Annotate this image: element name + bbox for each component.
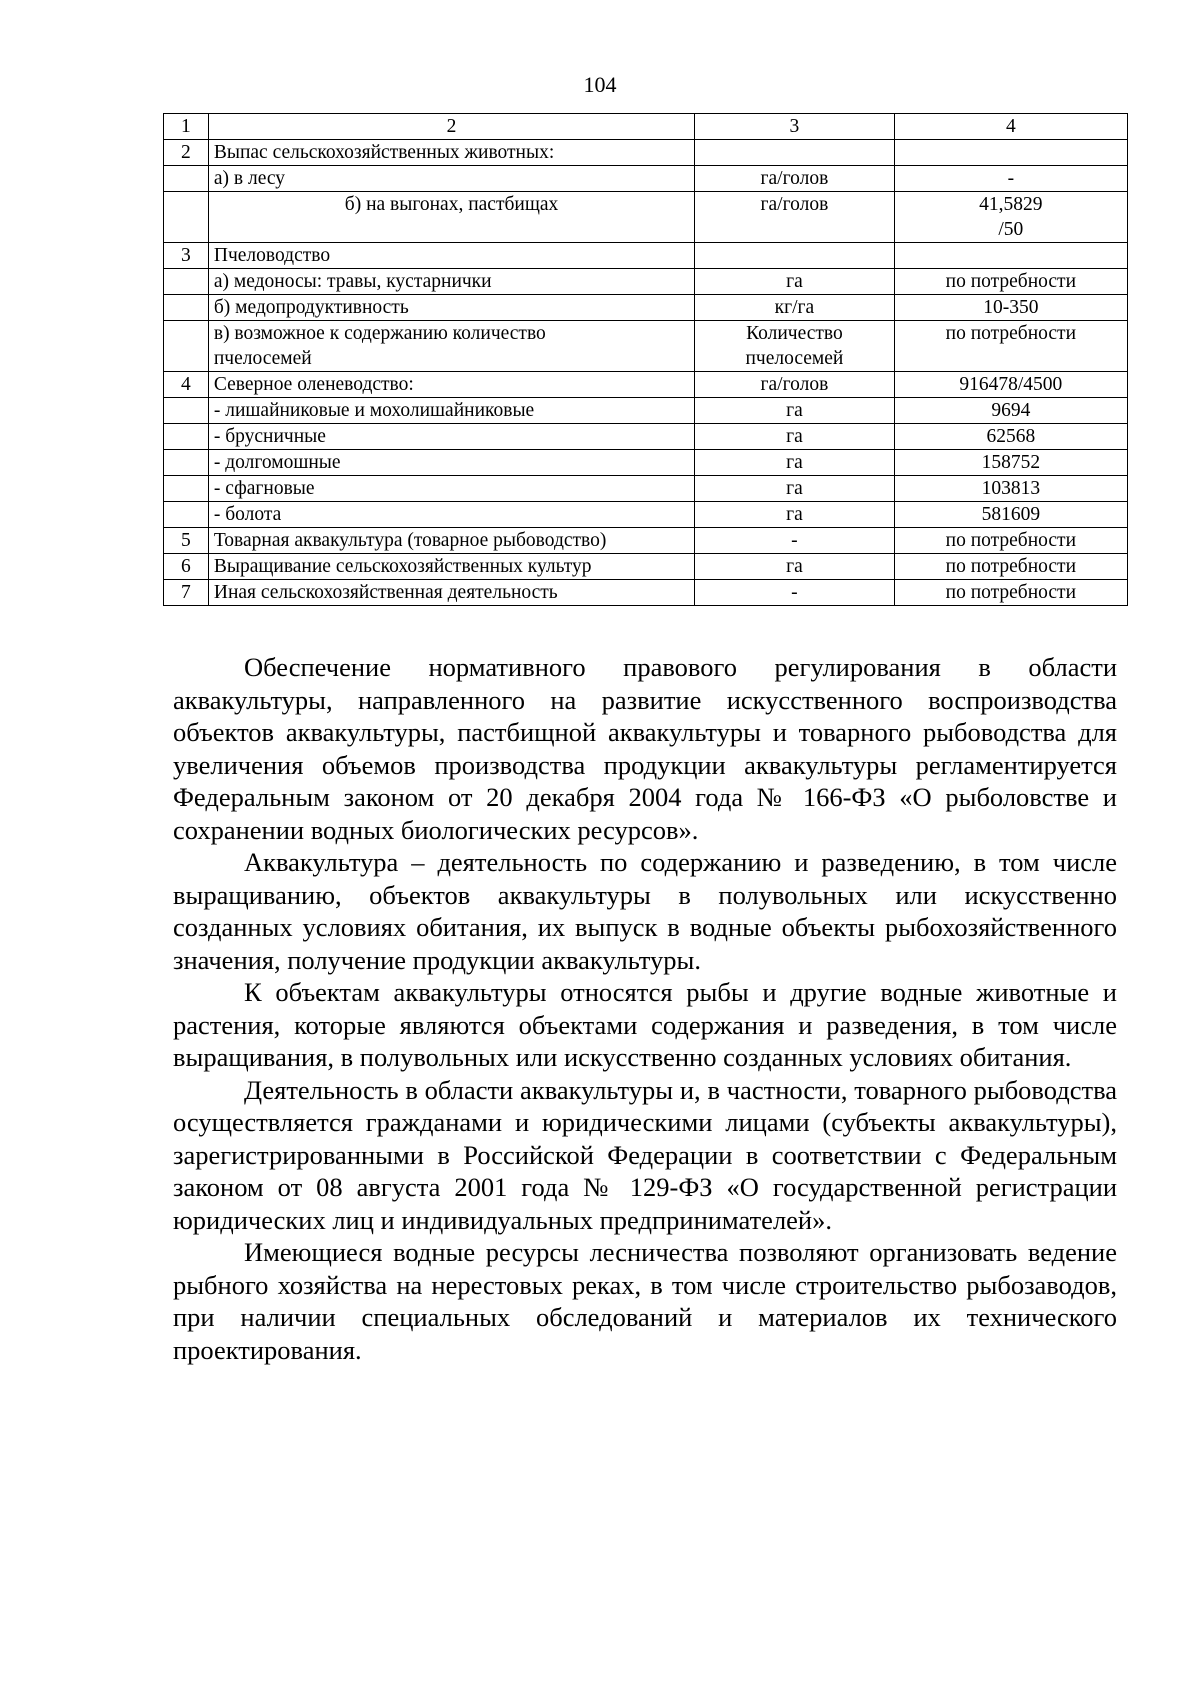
table-row (164, 528, 1128, 554)
row-value (894, 140, 1127, 166)
row-value-line1: 41,5829 (979, 194, 1043, 215)
header-cell-2: 2 (208, 114, 694, 140)
row-unit: га/голов (695, 372, 894, 398)
row-value: 62568 (894, 424, 1127, 450)
row-unit: - (695, 528, 894, 554)
row-value: - (894, 166, 1127, 192)
table-row (164, 192, 1128, 243)
row-name: - лишайниковые и мохолишайниковые (208, 398, 694, 424)
row-unit: га/голов (695, 166, 894, 192)
row-value: по потребности (894, 580, 1127, 606)
row-number (164, 424, 209, 450)
row-unit: га (695, 554, 894, 580)
row-unit: га (695, 398, 894, 424)
row-number (164, 476, 209, 502)
table-row (164, 295, 1128, 321)
row-value: 103813 (894, 476, 1127, 502)
row-value: по потребности (894, 528, 1127, 554)
row-number: 7 (164, 580, 209, 606)
row-name: Пчеловодство (208, 243, 694, 269)
row-unit: га/голов (695, 192, 894, 243)
row-unit (695, 321, 894, 372)
paragraph: К объектам аквакультуры относятся рыбы и другие водные животные и растения, которые являются объектами содержания и разведения, в том числе выращивания, в полувольных или искусственно созданных условиях обитания. (173, 977, 1117, 1072)
row-unit: га (695, 502, 894, 528)
row-unit: - (695, 580, 894, 606)
table-header-row (164, 114, 1128, 140)
table-row (164, 243, 1128, 269)
row-number (164, 295, 209, 321)
paragraph: Деятельность в области аквакультуры и, в частности, товарного рыбоводства осуществляется гражданами и юридическими лицами (субъекты аквакультуры), зарегистрированными в Российской Федерации в соответствии с Федеральным законом от 08 августа 2001 года № 129-ФЗ «О государственной регистрации юридических лиц и индивидуальных предпринимателей». (173, 1074, 1117, 1235)
row-value: по потребности (894, 554, 1127, 580)
row-unit (695, 243, 894, 269)
row-name: Товарная аквакультура (товарное рыбоводство) (208, 528, 694, 554)
row-value (894, 243, 1127, 269)
row-unit: кг/га (695, 295, 894, 321)
land-use-table (163, 113, 1128, 606)
row-number: 6 (164, 554, 209, 580)
row-unit-line1: Количество (746, 323, 843, 344)
row-number: 5 (164, 528, 209, 554)
row-name: а) в лесу (208, 166, 694, 192)
table-row (164, 424, 1128, 450)
row-unit (695, 140, 894, 166)
row-name: Выращивание сельскохозяйственных культур (208, 554, 694, 580)
row-number (164, 450, 209, 476)
row-number: 3 (164, 243, 209, 269)
table-row (164, 476, 1128, 502)
row-value: по потребности (894, 321, 1127, 372)
row-name: - брусничные (208, 424, 694, 450)
table-row (164, 450, 1128, 476)
row-name: Иная сельскохозяйственная деятельность (208, 580, 694, 606)
row-value: 916478/4500 (894, 372, 1127, 398)
row-value: по потребности (894, 269, 1127, 295)
body-text (173, 651, 1117, 1366)
table-row (164, 554, 1128, 580)
row-number (164, 269, 209, 295)
row-value-line2: /50 (998, 219, 1024, 240)
row-value: 9694 (894, 398, 1127, 424)
table-row (164, 502, 1128, 528)
row-number (164, 192, 209, 243)
row-number (164, 502, 209, 528)
header-cell-1: 1 (164, 114, 209, 140)
row-name: б) на выгонах, пастбищах (208, 192, 694, 243)
row-unit: га (695, 269, 894, 295)
row-number (164, 321, 209, 372)
row-value: 10-350 (894, 295, 1127, 321)
table-row (164, 321, 1128, 372)
row-name: - болота (208, 502, 694, 528)
row-name: Северное оленеводство: (208, 372, 694, 398)
paragraph: Имеющиеся водные ресурсы лесничества позволяют организовать ведение рыбного хозяйства на нерестовых реках, в том числе строительство рыбозаводов, при наличии специальных обследований и материалов их технического проектирования. (173, 1237, 1117, 1365)
row-name: - сфагновые (208, 476, 694, 502)
row-name: б) медопродуктивность (208, 295, 694, 321)
paragraph: Аквакультура – деятельность по содержанию и разведению, в том числе выращиванию, объектов аквакультуры в полувольных или искусственно созданных условиях обитания, их выпуск в водные объекты рыбохозяйственного значения, получение продукции аквакультуры. (173, 847, 1117, 975)
row-unit: га (695, 450, 894, 476)
header-cell-3: 3 (695, 114, 894, 140)
table-row (164, 166, 1128, 192)
row-name-line2: пчелосемей (213, 348, 312, 369)
header-cell-4: 4 (894, 114, 1127, 140)
row-unit: га (695, 424, 894, 450)
page-number: 104 (583, 72, 617, 97)
row-name (208, 321, 694, 372)
table-row (164, 398, 1128, 424)
row-unit: га (695, 476, 894, 502)
table-row (164, 269, 1128, 295)
row-value (894, 192, 1127, 243)
row-name-line1: в) возможное к содержанию количество (213, 323, 546, 344)
row-number (164, 398, 209, 424)
paragraph: Обеспечение нормативного правового регулирования в области аквакультуры, направленного на развитие искусственного воспроизводства объектов аквакультуры, пастбищной аквакультуры и товарного рыбоводства для увеличения объемов производства продукции аквакультуры регламентируется Федеральным законом от 20 декабря 2004 года № 166-ФЗ «О рыболовстве и сохранении водных биологических ресурсов». (173, 652, 1117, 845)
row-value: 581609 (894, 502, 1127, 528)
table-row (164, 580, 1128, 606)
row-number (164, 166, 209, 192)
row-name: а) медоносы: травы, кустарнички (208, 269, 694, 295)
table-row (164, 372, 1128, 398)
row-number: 4 (164, 372, 209, 398)
table-row (164, 140, 1128, 166)
row-number: 2 (164, 140, 209, 166)
row-name: - долгомошные (208, 450, 694, 476)
row-value: 158752 (894, 450, 1127, 476)
row-unit-line2: пчелосемей (745, 348, 844, 369)
row-name: Выпас сельскохозяйственных животных: (208, 140, 694, 166)
